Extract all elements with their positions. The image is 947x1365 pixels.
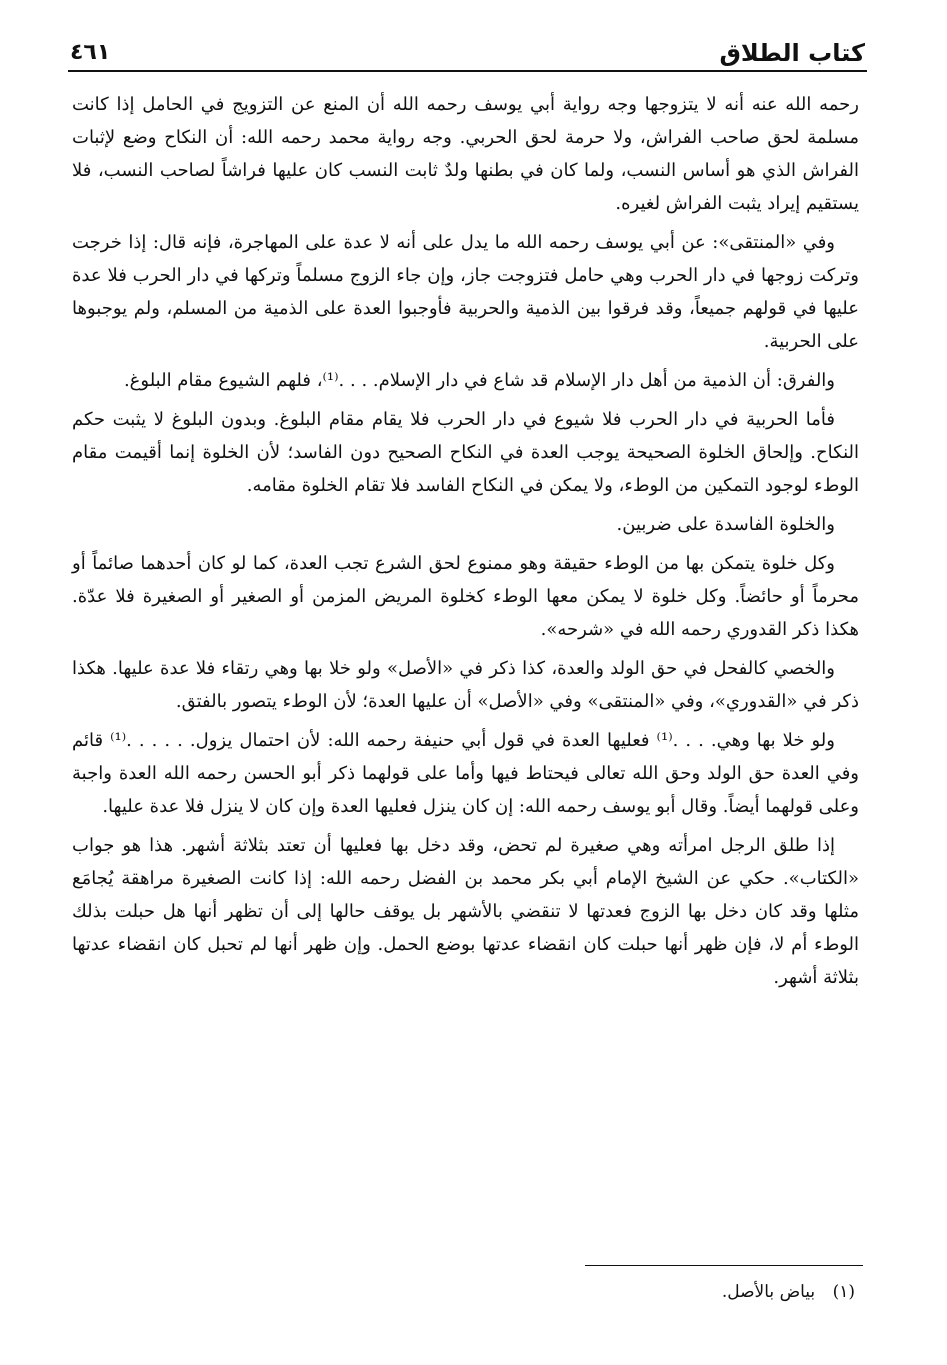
paragraph: والخلوة الفاسدة على ضربين. xyxy=(616,514,835,535)
paragraph: ولو خلا بها وهي. . . .⁽¹⁾ فعليها العدة في قول أبي حنيفة رحمه الله: لأن احتمال يزول. . . . . .⁽¹⁾ قائم وفي العدة حق الولد وحق الله تعالى فيحتاط فيها وأما على قولهما ذكر أبو الحسن رحمه الله العدة واجبة وعلى قولهما أيضاً. وقال أبو يوسف رحمه الله: إن كان ينزل فعليها العدة وإن كان لا ينزل فلا عدة عليها. xyxy=(72,730,859,817)
book-title: كتاب الطلاق xyxy=(719,39,865,67)
paragraph: رحمه الله عنه أنه لا يتزوجها وجه رواية أبي يوسف رحمه الله أن المنع عن التزويج في الحامل إذا كانت مسلمة لحق صاحب الفراش، ولا حرمة لحق الحربي. وجه رواية محمد رحمه الله: أن النكاح وضع لإثبات الفراش الذي هو أساس النسب، ولما كان في بطنها ولدٌ ثابت النسب كان عليها فراشاً لصاحب النسب، فلا يستقيم إيراد يثبت الفراش لغيره. xyxy=(72,94,859,214)
paragraph: والخصي كالفحل في حق الولد والعدة، كذا ذكر في «الأصل» ولو خلا بها وهي رتقاء فلا عدة عليها. هكذا ذكر في «القدوري»، وفي «المنتقى» وفي «الأصل» أن عليها العدة؛ لأن الوطء يتصور بالفتق. xyxy=(72,658,859,712)
paragraph: إذا طلق الرجل امرأته وهي صغيرة لم تحض، وقد دخل بها فعليها أن تعتد بثلاثة أشهر. هذا هو جواب «الكتاب». حكي عن الشيخ الإمام أبي بكر محمد بن الفضل رحمه الله: إذا كانت الصغيرة مراهقة يُجامَع مثلها وقد كان دخل بها الزوج فعدتها لا تنقضي بالأشهر بل يوقف حالها إلى أن تظهر أنها هل حبلت بذلك الوطء أم لا، فإن ظهر أنها حبلت كان انقضاء عدتها بوضع الحمل. وإن ظهر أنها لم تحبل كان انقضاء عدتها بثلاثة أشهر. xyxy=(72,835,859,988)
paragraph: وفي «المنتقى»: عن أبي يوسف رحمه الله ما يدل على أنه لا عدة على المهاجرة، فإنه قال: إذا خرجت وتركت زوجها في دار الحرب وهي حامل فتزوجت جاز، وإن جاء الزوج مسلماً وتركها في دار الحرب فلا عدة عليها في قولهم جميعاً، وقد فرقوا بين الذمية والحربية فأوجبوا العدة على الذمية من المسلم، ولم يوجبوها على الحربية. xyxy=(72,232,859,352)
footnote-rule xyxy=(585,1265,863,1266)
paragraph: وكل خلوة يتمكن بها من الوطء حقيقة وهو ممنوع لحق الشرع تجب العدة، كما لو كان أحدهما صائماً أو محرماً أو حائضاً. وكل خلوة لا يمكن معها الوطء كخلوة المريض المزمن أو الصغير أو الصغيرة فلا عدّة. هكذا ذكر القدوري رحمه الله في «شرحه». xyxy=(72,553,859,640)
header-rule xyxy=(68,70,867,72)
footnote-number: (١) xyxy=(832,1282,855,1302)
footnote xyxy=(72,1278,855,1306)
footnote-text: بياض بالأصل. xyxy=(721,1282,816,1302)
page-number: ٤٦١ xyxy=(70,40,111,65)
paragraph: فأما الحربية في دار الحرب فلا شيوع في دار الحرب فلا يقام مقام البلوغ. وبدون البلوغ لا يثبت حكم النكاح. وإلحاق الخلوة الصحيحة يوجب العدة في النكاح الصحيح دون الفاسد؛ لأن الخلوة إنما أقيمت مقام الوطء لوجود التمكين من الوطء، ولا يمكن في النكاح الفاسد فلا تقام الخلوة مقامه. xyxy=(72,409,859,496)
paragraph: والفرق: أن الذمية من أهل دار الإسلام قد شاع في دار الإسلام. . . .⁽¹⁾، فلهم الشيوع مقام البلوغ. xyxy=(123,370,835,391)
running-header xyxy=(70,28,865,68)
body-text xyxy=(72,88,859,1000)
